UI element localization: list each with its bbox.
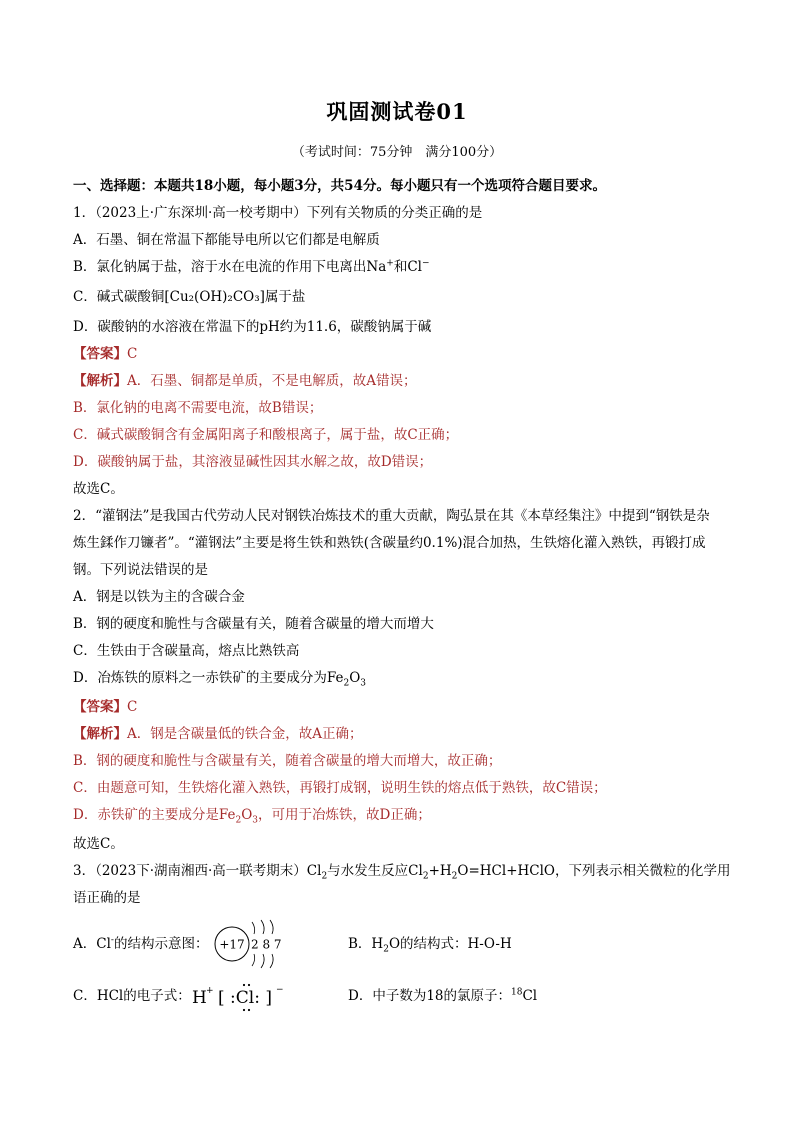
- q3-option-d-sup: 18: [511, 987, 523, 998]
- q1-option-a: A．石墨、铜在常温下都能导电所以它们都是电解质: [73, 232, 380, 248]
- q1-answer-value: C: [127, 346, 138, 362]
- q3-stem-mid: 与水发生反应Cl: [327, 863, 423, 879]
- q2-analysis-d: [73, 806, 431, 824]
- q2-analysis-tag: 【解析】: [73, 726, 127, 742]
- q2-option-b: B．钢的硬度和脆性与含碳量有关，随着含碳量的增大而增大: [73, 616, 434, 632]
- q1-option-b: [73, 258, 430, 276]
- q2-option-d-sub1: 2: [343, 678, 350, 689]
- q3-option-a-sup: -: [110, 935, 114, 946]
- q1-option-b-sup2: −: [421, 258, 430, 269]
- q3-stem-line1: [73, 862, 731, 880]
- q3-stem-text: 3．（2023下·湖南湘西·高一联考期末）Cl: [73, 863, 322, 879]
- q1-option-c-post: 属于盐: [264, 289, 306, 305]
- q2-analysis-d-sub2: 3: [252, 815, 258, 826]
- q1-option-b-sup1: +: [386, 258, 394, 269]
- q2-answer: [73, 698, 137, 716]
- q3-option-b-sub: 2: [383, 944, 389, 955]
- edot-h-sup: +: [206, 986, 214, 996]
- q3-stem-mid2: +H: [428, 863, 452, 879]
- q2-answer-value: C: [127, 699, 138, 715]
- edot-h: H: [192, 988, 207, 1008]
- q3-stem-sub3: 2: [451, 871, 458, 882]
- q1-analysis-b: B．氯化钠的电离不需要电流，故B错误；: [73, 400, 323, 416]
- q3-stem-line2: 语正确的是: [73, 890, 141, 906]
- q1-option-d: D．碳酸钠的水溶液在常温下的pH约为11.6，碳酸钠属于碱: [73, 319, 432, 335]
- q2-conclusion: 故选C。: [73, 836, 124, 852]
- q1-stem: 1．（2023上·广东深圳·高一校考期中）下列有关物质的分类正确的是: [73, 205, 483, 221]
- page-subtitle: （考试时间：75分钟 满分100分）: [291, 145, 503, 160]
- q2-stem-line2: 炼生鍒作刀镰者”。“灌钢法”主要是将生铁和熟铁(含碳量约0.1%)混合加热，生铁熔化灌入熟铁，再锻打成: [73, 535, 706, 551]
- q2-analysis-c: C．由题意可知，生铁熔化灌入熟铁，再锻打成钢，说明生铁的熔点低于熟铁，故C错误；: [73, 780, 607, 796]
- q1-option-c-formula: [Cu₂(OH)₂CO₃]: [164, 289, 265, 305]
- q1-answer: [73, 345, 137, 363]
- q1-option-b-text: B．氯化钠属于盐，溶于水在电流的作用下电离出Na: [73, 259, 387, 275]
- q3-option-b: [348, 935, 512, 953]
- q2-option-d-text: D．冶炼铁的原料之一赤铁矿的主要成分为Fe: [73, 670, 344, 686]
- q3-stem-sub1: 2: [321, 871, 328, 882]
- q1-conclusion: 故选C。: [73, 481, 124, 497]
- q2-stem-line3: 钢。下列说法错误的是: [73, 562, 208, 578]
- q2-answer-tag: 【答案】: [73, 699, 127, 715]
- q1-analysis-a: [73, 372, 417, 390]
- q2-stem-line1: 2．“灌钢法”是我国古代劳动人民对钢铁冶炼技术的重大贡献，陶弘景在其《本草经集注》中提到“钢铁是杂: [73, 508, 710, 524]
- q1-analysis-a-text: A．石墨、铜都是单质，不是电解质，故A错误；: [127, 373, 417, 389]
- q3-option-d: [348, 987, 537, 1005]
- q2-analysis-d-text: D．赤铁矿的主要成分是Fe: [73, 807, 236, 823]
- q1-option-c: [73, 288, 305, 306]
- q2-analysis-d-sub1: 2: [235, 815, 242, 826]
- edot-cl: [ :Cl: ]: [218, 988, 272, 1008]
- edot-cl-sup: −: [276, 985, 284, 995]
- atom-nucleus-label: +17: [219, 937, 245, 952]
- q2-option-c: C．生铁由于含碳量高，熔点比熟铁高: [73, 643, 300, 659]
- q2-analysis-b: B．钢的硬度和脆性与含碳量有关，随着含碳量的增大而增大，故正确；: [73, 753, 502, 769]
- q2-option-a: A．钢是以铁为主的含碳合金: [73, 589, 245, 605]
- q3-option-b-post: O的结构式：H-O-H: [388, 936, 512, 952]
- q2-analysis-d-mid: O: [241, 807, 253, 823]
- q3-option-d-post: Cl: [522, 988, 538, 1004]
- q2-option-d: [73, 669, 366, 687]
- atom-shell-electrons: 2 8 7: [251, 937, 282, 952]
- q3-option-a-label: A．Cl: [73, 936, 111, 952]
- q3-option-b-text: B．H: [348, 936, 384, 952]
- q3-stem-post: O=HCl+HClO，下列表示相关微粒的化学用: [457, 863, 731, 879]
- q1-analysis-c: C．碱式碳酸铜含有金属阳离子和酸根离子，属于盐，故C正确；: [73, 427, 459, 443]
- q2-option-d-mid: O: [349, 670, 361, 686]
- q3-option-a-post: 的结构示意图：: [113, 936, 209, 952]
- q2-option-d-sub2: 3: [360, 678, 366, 689]
- q3-option-d-text: D．中子数为18的氯原子：: [348, 988, 512, 1004]
- q1-analysis-d: D．碳酸钠属于盐，其溶液显碱性因其水解之故，故D错误；: [73, 454, 433, 470]
- q2-analysis-a-text: A．钢是含碳量低的铁合金，故A正确；: [127, 726, 363, 742]
- q1-option-c-text: C．碱式碳酸铜: [73, 289, 165, 305]
- q1-option-b-mid: 和Cl: [393, 259, 422, 275]
- q3-stem-sub2: 2: [422, 871, 429, 882]
- page-title: 巩固测试卷01: [326, 99, 468, 124]
- q2-analysis-a: [73, 725, 363, 743]
- q3-option-c: C．HCl的电子式：: [73, 988, 191, 1004]
- hcl-electron-formula: [190, 980, 290, 1014]
- chlorine-ion-structure-diagram: [206, 918, 286, 970]
- section-heading: 一、选择题：本题共18小题，每小题3分，共54分。每小题只有一个选项符合题目要求。: [73, 178, 606, 194]
- q1-answer-tag: 【答案】: [73, 346, 127, 362]
- q3-option-a: [73, 935, 208, 953]
- q1-analysis-tag: 【解析】: [73, 373, 127, 389]
- q2-analysis-d-post: ，可用于冶炼铁，故D正确；: [258, 807, 431, 823]
